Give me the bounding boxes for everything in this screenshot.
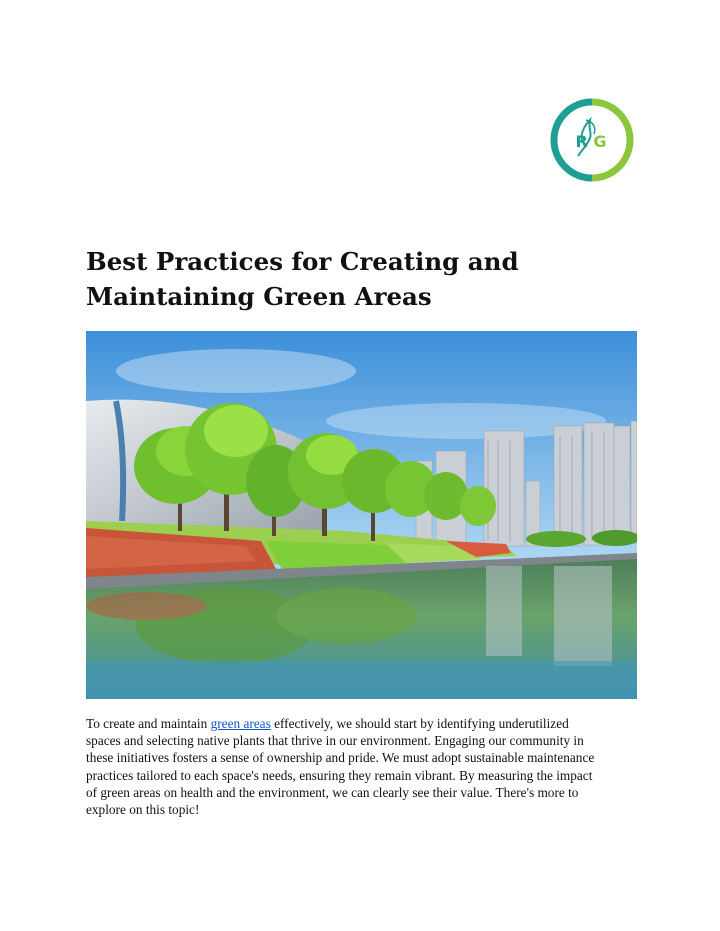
green-areas-link[interactable]: green areas xyxy=(210,716,271,731)
hero-image xyxy=(86,331,637,699)
logo-text xyxy=(575,132,606,151)
logo-letter-g: G xyxy=(593,132,607,151)
title-line: Best Practices for Creating and xyxy=(86,247,519,276)
body-line: of green areas on health and the environment, we can clearly see their value. There's more to xyxy=(86,784,579,800)
body-text-segment: To create and maintain xyxy=(86,716,211,731)
brand-logo xyxy=(550,98,634,182)
body-line: these initiatives fosters a sense of ownership and pride. We must adopt sustainable maintenance xyxy=(86,750,595,766)
body-line: explore on this topic! xyxy=(86,802,200,818)
park-river-photo xyxy=(86,331,637,699)
rg-logo-icon xyxy=(550,98,634,182)
article-title xyxy=(86,244,646,314)
title-line: Maintaining Green Areas xyxy=(86,282,432,311)
article-body xyxy=(86,715,646,818)
body-text-segment: effectively, we should start by identifying underutilized xyxy=(270,716,569,731)
body-line: practices tailored to each space's needs, ensuring they remain vibrant. By measuring the impact xyxy=(86,767,593,783)
logo-letter-r: R xyxy=(575,132,588,151)
body-line xyxy=(86,715,646,732)
body-line: spaces and selecting native plants that thrive in our environment. Engaging our community in xyxy=(86,733,584,749)
